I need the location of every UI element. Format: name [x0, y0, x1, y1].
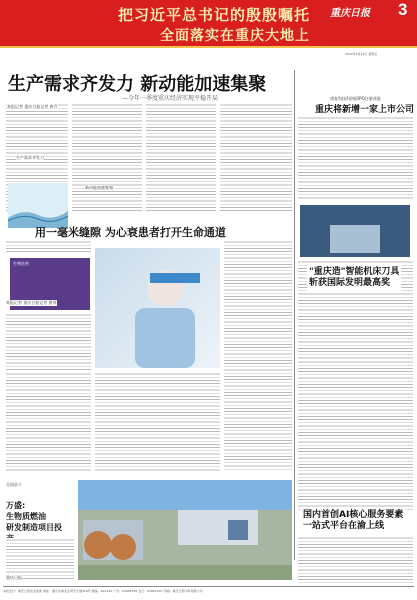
banner	[0, 0, 417, 48]
right-text1	[298, 116, 413, 201]
story2-col2	[6, 313, 91, 373]
main-article-col3	[146, 103, 216, 213]
story2-col1	[6, 240, 91, 252]
story2-col4	[224, 240, 292, 472]
column-divider	[294, 70, 295, 560]
inset-label: 生物医药	[13, 261, 29, 266]
main-article-col2	[72, 103, 142, 213]
main-byline: 本报记者 重庆日报记者 黄乔	[7, 104, 58, 109]
story2-headline: 用一毫米缝隙 为心衰患者打开生命通道	[35, 226, 226, 239]
banner-line2: 全面落实在重庆大地上	[160, 28, 310, 44]
story2-col5	[6, 372, 91, 472]
wansheng-credit: 重庆日报	[6, 575, 22, 580]
right-headline2: "重庆造"智能机床刀具 斩获国际发明最高奖	[307, 265, 401, 291]
right-photo	[300, 205, 410, 257]
date-info: 2024年4月19日 星期五	[345, 52, 378, 56]
main-label2: 新动能加速集聚	[85, 185, 113, 190]
factory-photo	[78, 480, 292, 580]
story2-byline: 本报记者 重庆日报记者 唐琴	[6, 300, 57, 305]
page-number: 3	[398, 0, 408, 19]
banner-line1: 把习近平总书记的殷殷嘱托	[118, 6, 311, 24]
right-headline1: 重庆将新增一家上市公司	[315, 102, 414, 115]
wansheng-title: 万盛: 生物质燃油 研发制造项目投	[6, 501, 62, 532]
footer: 本报发行：重庆日报报业集团 地址：重庆市渝北区同茂大道416号 邮编：401120 广告：63905335 发行：63851007 印刷：重庆日报印务有限公司	[3, 586, 414, 598]
right-kicker1: 康复科技科创板IPO注册获批	[330, 96, 381, 101]
surgery-photo	[95, 248, 220, 368]
wave-graphic	[8, 183, 68, 228]
right-text3	[298, 360, 413, 510]
main-headline: 生产需求齐发力 新动能加速集聚	[8, 74, 267, 95]
right-headline3: 国内首创AI核心服务要素 一站式平台在渝上线	[301, 508, 405, 534]
main-subhead: —今年一季度重庆经济实现平稳开局	[122, 95, 219, 102]
right-text4	[298, 536, 413, 584]
chart-image	[8, 183, 68, 228]
wansheng-caption: 全国首个	[6, 482, 22, 487]
wansheng-text	[6, 538, 74, 580]
newspaper-logo: 重庆日报	[330, 8, 370, 19]
main-article-col4	[220, 103, 292, 213]
story2-col3	[95, 372, 220, 472]
main-label1: 生产需求齐发力	[16, 155, 44, 160]
